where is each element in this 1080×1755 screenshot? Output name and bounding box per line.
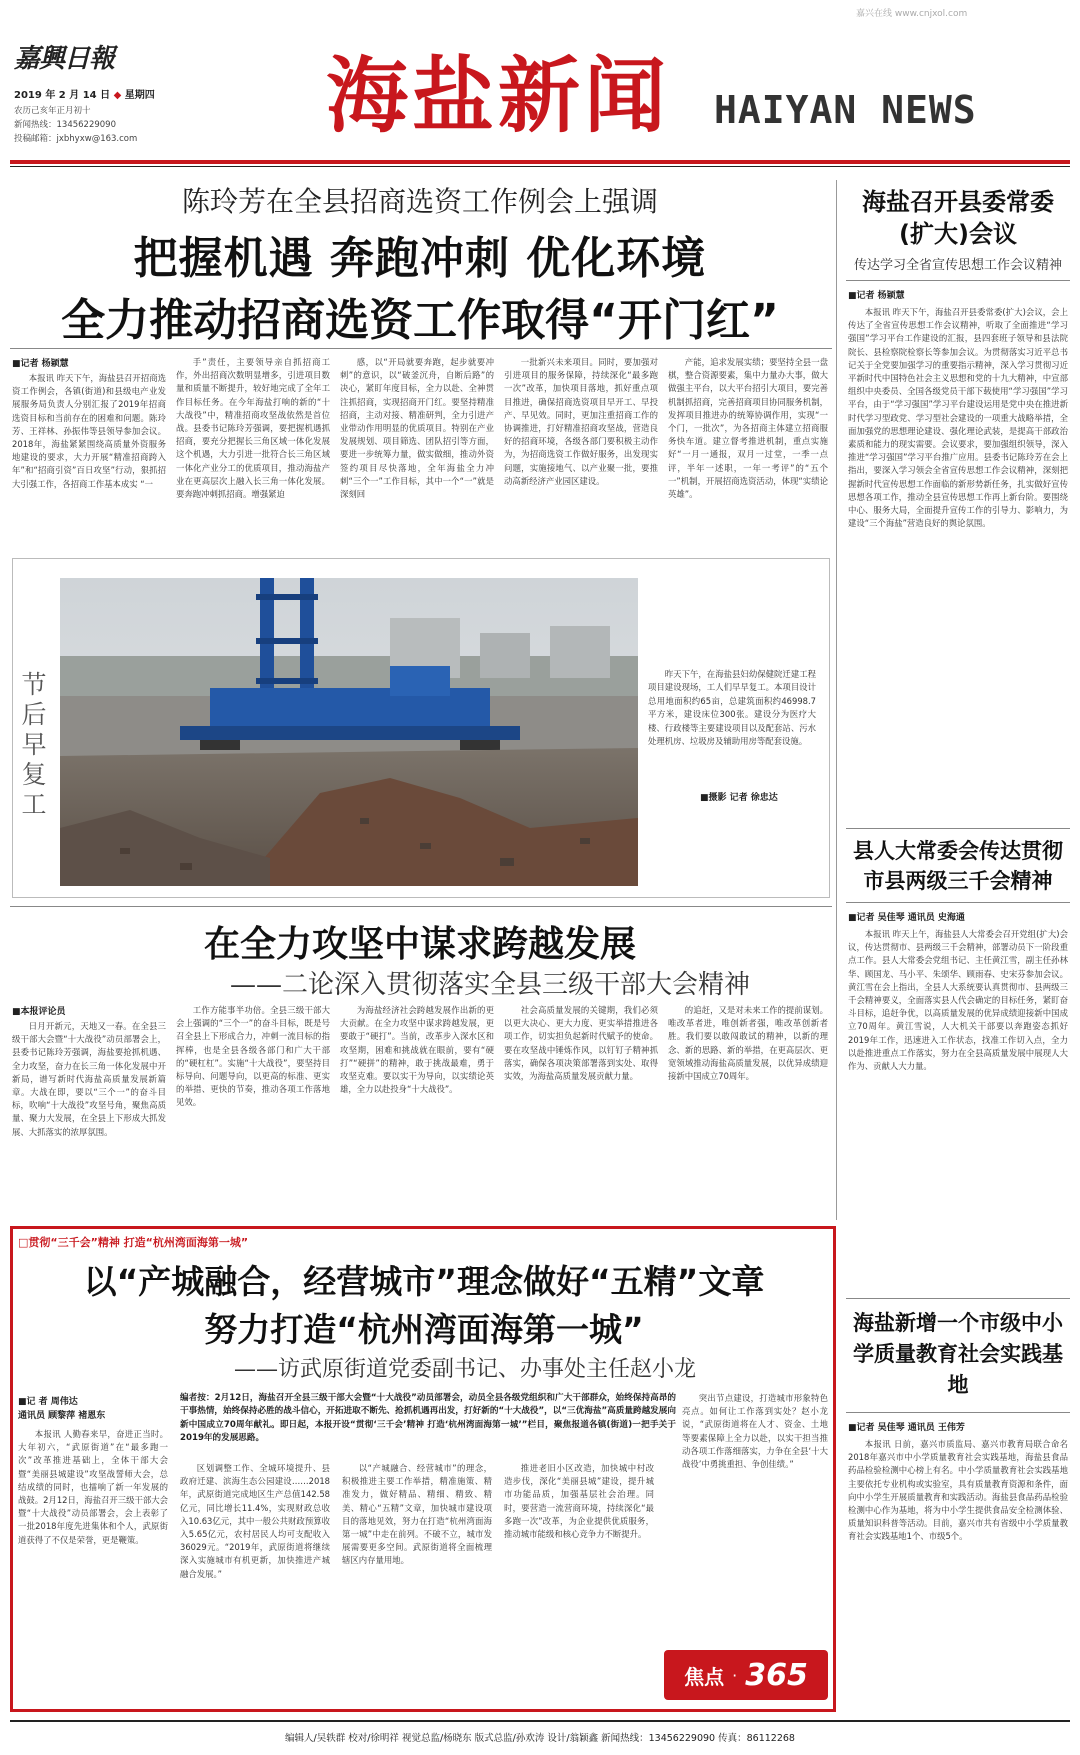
focus-365-badge <box>664 1650 828 1700</box>
masthead-rule-thin <box>10 166 1070 167</box>
sidebar1-byline: ■记者 杨颖慧 <box>848 291 905 301</box>
sidebar2-headline: 县人大常委会传达贯彻市县两级三千会精神 <box>853 839 1063 893</box>
weekday: 星期四 <box>124 90 155 101</box>
commentary-column-3 <box>340 1004 494 1220</box>
photo-byline: ■摄影 记者 徐忠达 <box>700 793 778 803</box>
commentary-column-5 <box>668 1004 828 1220</box>
lead-kicker: 陈玲芳在全县招商选资工作例会上强调 <box>181 185 658 218</box>
paper-name-logo: 嘉興日報 <box>14 44 115 74</box>
lead-column-1 <box>12 372 166 547</box>
commentary-column-2 <box>176 1004 330 1220</box>
date-dot-icon: ◆ <box>113 90 125 101</box>
lead-column-2 <box>176 356 330 547</box>
lead-text-5: 产能，追求发展实绩；要坚持全县一盘棋，整合资源要素，集中力量办大事，做大做强主平台，以大平台招引大项目，要完善机制抓招商，完善招商项目协同服务机制，发挥项目推进办的统筹协调作用，实现“一个门，一批次”，为各招商主体建立招商服务快车道。建立督考推进机制，重点实施好“一月一通报，双月一过堂，一季一点评，半年一述职，一年一考评”的“五个一”机制，开展招商选资活动，体现“实绩论英雄”。 <box>668 357 828 500</box>
footer-rule <box>10 1720 1070 1722</box>
submission-email: 投稿邮箱：jxbhyxw@163.com <box>14 134 138 144</box>
commentary-top-rule <box>10 906 832 907</box>
lead-rule <box>10 348 832 349</box>
issue-date: 2019 年 2 月 14 日 <box>14 90 111 101</box>
sidebar2-byline: ■记者 吴佳琴 通讯员 史海通 <box>848 913 965 923</box>
feature-column-4 <box>504 1462 654 1706</box>
commentary-text-2: 工作方能事半功倍。全县三级干部大会上强调的“三个一”的奋斗目标，既是号召全县上下形成合力，冲刺一流目标的指挥棒，也是全县各级各部门和广大干部的“硬杠杠”。实施“十大战役”，要坚持目标导向、问题导向，以更高的标准、更实的举措、更快的节奏，推动各项工作落地见效。 <box>176 1005 330 1108</box>
lead-text-3: 感，以“开局就要奔跑，起步就要冲刺”的意识，以“破釜沉舟，自断后路”的决心，紧盯年度目标，全力以赴、全神贯注抓招商，实现招商开门红。要坚持精准招商，主动对接、精准研判，全力引进产业带动作用明显的优质项目。特别在产业发展规划、项目筛选、团队招引等方面，要进一步统筹力量，做实做细，推动外资签约项目尽快落地，全年海盐全力冲刺“三个一”工作目标，其中一个“一”就是深刻回 <box>340 357 494 500</box>
footer-credits: 编辑人/吴轶群 校对/徐明祥 视觉总监/杨晓东 版式总监/孙欢涛 设计/翁颖鑫 新闻热线：13456229090 传真：86112268 <box>285 1733 795 1744</box>
feature-byline-2: 通讯员 顾黎萍 褚恩东 <box>18 1411 106 1421</box>
feature-headline-1: 以“产城融合，经营城市”理念做好“五精”文章 <box>83 1262 765 1301</box>
lead-headline-2: 全力推动招商选资工作取得“开门红” <box>61 295 779 346</box>
lead-text-4: 一批新兴未来项目。同时，要加强对引进项目的服务保障，持续深化“最多跑一次”改革，加快项目落地，抓好重点项目推进，确保招商选资项目早开工、早投产、早见效。同时，更加注重招商工作的协调推进，打好精准招商攻坚战，营造良好的招商环境，各级各部门要积极主动作为，为招商选资工作做好服务，出发现实问题，实施接地气、以产业聚一批，要推动高新经济产业园区建设。 <box>504 357 658 486</box>
commentary-text-3: 为海盐经济社会跨越发展作出新的更大贡献。在全力攻坚中谋求跨越发展，更要敢于“硬打”。当前，改革步入深水区和攻坚期，困难和挑战就在眼前，要有“硬打”“硬拼”的精神，敢于挑战最难，勇于攻坚克难。要以实干为导向，以实绩论英雄，全力以赴投身“十大战役”。 <box>340 1005 494 1095</box>
commentary-column-1 <box>12 1020 166 1220</box>
feature-byline-1: ■记 者 周伟达 <box>18 1397 78 1407</box>
feature-column-5 <box>682 1392 828 1642</box>
construction-photo <box>60 578 638 886</box>
site-watermark: 嘉兴在线 www.cnjxol.com <box>856 9 968 19</box>
badge-dot-icon: · <box>732 1665 738 1685</box>
sidebar3-byline: ■记者 吴佳琴 通讯员 王伟芳 <box>848 1423 965 1433</box>
commentary-text-1: 日月开新元，天地又一春。在全县三级干部大会暨“十大战役”动员部署会上，县委书记陈玲芳强调，海盐要抢抓机遇、全力攻坚，奋力在长三角一体化发展中开新局，谱写新时代海盐高质量发展新篇章。大战在即，要以“三个一”的奋斗目标，吹响“十大战役”攻坚号角，聚焦高质量、聚力大发展，在全县上下形成大抓发展、大抓落实的浓厚氛围。 <box>12 1021 166 1137</box>
sidebar3-top-rule <box>846 1298 1070 1299</box>
badge-label: 焦点 <box>684 1664 725 1689</box>
sidebar2-body <box>848 928 1068 1290</box>
commentary-subhead: ——二论深入贯彻落实全县三级干部大会精神 <box>229 970 750 1000</box>
lead-column-3 <box>340 356 494 547</box>
date-line <box>14 86 155 101</box>
commentary-byline: ■本报评论员 <box>12 1007 66 1017</box>
sidebar3-headline: 海盐新增一个市级中小学质量教育社会实践基地 <box>853 1311 1063 1397</box>
commentary-headline: 在全力攻坚中谋求跨越发展 <box>203 924 636 965</box>
feature-column-1 <box>18 1428 168 1706</box>
sidebar2-top-rule <box>846 828 1070 829</box>
sidebar-separator <box>836 180 837 1220</box>
masthead-rule <box>10 160 1070 164</box>
lead-headline-1: 把握机遇 奔跑冲刺 优化环境 <box>133 233 707 284</box>
sidebar1-subhead: 传达学习全省宣传思想工作会议精神 <box>853 258 1062 273</box>
sidebar2-text: 本报讯 昨天上午，海盐县人大常委会召开党组(扩大)会议，传达贯彻市、县两级三千会精神，部署动员下一阶段重点工作。县人大常委会党组书记、主任黄江雪，副主任孙林华、顾国龙、马小平、朱颂华、顾雨春、史宋芬参加会议。黄江雪在会上指出，全县人大系统要认真贯彻市、县两级三千会精神要义，全面落实县人代会确定的目标任务，紧盯奋斗目标，追赶争优，以高质量发展的优异成绩迎接新中国成立70周年。黄江雪说，人大机关干部要以奔跑姿态抓好2019年工作，迅速进入工作状态，找准工作切入点，全力以赴推进重点工作落实，努力在全县高质量发展中展现人大作为、贡献人大力量。 <box>848 929 1068 1072</box>
photo-vertical-title: 节后早复工 <box>21 670 47 819</box>
lead-text-2: 手”责任，主要领导亲自抓招商工作，外出招商次数明显增多，引进项目数量和质量不断提升，较好地完成了全年工作目标任务。在今年海盐打响的新的“十大战役”中，精准招商攻坚战依然是首位战。县委书记陈玲芳强调，要把握机遇抓招商，要充分把握长三角区域一体化发展这个机遇，大力引进一批符合长三角区域一体化产业分工的优质项目，推动海盐产业在更高层次上融入长三角一体化发展。要奔跑冲刺抓招商。增强紧迫 <box>176 357 330 500</box>
lead-column-5 <box>668 356 828 547</box>
feature-column-2 <box>180 1462 330 1706</box>
feature-headline-2: 努力打造“杭州湾面海第一城” <box>204 1310 644 1349</box>
sidebar1-body <box>848 306 1068 818</box>
photo-caption: 昨天下午，在海盐县妇幼保健院迁建工程项目建设现场，工人们早早复工。本项目设计总用地面积约65亩，总建筑面积约46998.7平方米，建设床位300张。建设分为医疗大楼、行政楼等主要建设项目以及配套站、污水处理机房、垃圾房及辅助用房等配套设施。 <box>648 669 816 747</box>
commentary-text-4: 社会高质量发展的关键期，我们必须以更大决心、更大力度、更实举措推进各项工作，切实担负起新时代赋予的使命。要在攻坚战中锤炼作风，以钉钉子精神抓落实，确保各项决策部署落到实处、取得实效，为海盐高质量发展贡献力量。 <box>504 1005 658 1082</box>
sidebar1-headline: 海盐召开县委常委(扩大)会议 <box>862 188 1054 248</box>
feature-column-tag: □贯彻“三千会”精神 打造“杭州湾面海第一城” <box>18 1236 249 1249</box>
lead-column-4 <box>504 356 658 547</box>
feature-editor-note: 编者按：2月12日，海盐召开全县三级干部大会暨“十大战役”动员部署会，动员全县各级党组织和广大干部群众，始终保持高昂的干事热情，始终保持必胜的战斗信心，开拓进取不断先、抢抓机遇再出发，打好新的“十大战役”，以“三优海盐”高质量跨越发展向新中国成立70周年献礼。即日起，本报开设“贯彻‘三千会’精神 打造‘杭州湾面海第一城’”栏目，聚焦报道各镇(街道)一把手关于2019年的发展思路。 <box>180 1393 676 1444</box>
lunar-date: 农历己亥年正月初十 <box>14 106 91 116</box>
sidebar2-rule <box>846 902 1070 903</box>
commentary-column-4 <box>504 1004 658 1220</box>
feature-text-1: 本报讯 人勤春来早，奋进正当时。大年初六，“武原街道”在“最多跑一次”改革推进基础上，全体干部大会暨“美丽县城建设”攻坚战誓师大会，总结成绩的同时，也擂响了新一年发展的战鼓。2月12日，海盐召开三级干部大会暨“十大战役”动员部署会，会上表彰了一批2018年度先进集体和个人，武原街道获得了不仅是荣誉，更是鞭策。 <box>18 1429 168 1545</box>
badge-number: 365 <box>745 1657 808 1693</box>
feature-subhead: ——访武原街道党委副书记、办事处主任赵小龙 <box>233 1357 696 1382</box>
news-hotline: 新闻热线：13456229090 <box>14 120 116 130</box>
construction-photo-illustration <box>60 578 638 886</box>
feature-column-3 <box>342 1462 492 1706</box>
sidebar1-text: 本报讯 昨天下午，海盐召开县委常委(扩大)会议，会上传达了全省宣传思想工作会议精神，听取了全面推进“学习强国”学习平台工作建设的汇报，县四套班子领导和县法院院长、县检察院检察长等参加会议。为贯彻落实习近平总书记关于全党要加强学习的重要指示精神，深入学习贯彻习近平新时代中国特色社会主义思想和党的十九大精神，中宣部组织中央委员、全国各级党员干部下载使用“学习强国”学习平台，由于“学习强国”学习平台建设运用是党中央在推进新时代学习型政党、学习型社会建设的一项重大战略举措，全面加强党的思想理论建设、强化理论武装，是提高干部政治素质和能力的现实需要。会议要求，要加强组织领导，深入推进“学习强国”学习平台推广应用。县委书记陈玲芳在会上指出，要深入学习领会全省宣传思想工作会议精神，深刻把握新时代宣传思想工作面临的新形势新任务，扎实做好宣传思想各项工作，推动全县宣传思想工作再上新台阶。要围绕中心、服务大局，全面提升宣传工作的引导力、影响力，为建设“三个海盐”营造良好的舆论氛围。 <box>848 307 1068 529</box>
feature-text-2: 区划调整工作、全城环境提升、县政府迁建、滨海生态公园建设……2018年，武原街道完成地区生产总值142.58亿元，同比增长11.4%，实现财政总收入10.63亿元，其中一般公共财政预算收入5.65亿元，农村居民人均可支配收入36029元。“2019年，武原街道将继续深入实施城市有机更新，加快推进产城融合发展。” <box>180 1463 330 1579</box>
commentary-text-5: 的追赶，又是对未来工作的提前谋划。唯改革者进，唯创新者强，唯改革创新者胜。我们要以敢闯敢试的精神，以新的理念、新的思路、新的举措，在更高层次、更宽领域推动海盐高质量发展，以优异成绩迎接新中国成立70周年。 <box>668 1005 828 1082</box>
sidebar3-text: 本报讯 日前，嘉兴市质监局、嘉兴市教育局联合命名2018年嘉兴市中小学质量教育社会实践基地，海盐县食品药品检验检测中心榜上有名。中小学质量教育社会实践基地主要依托专业机构或实验室，具有质量教育资源和条件，面向中小学生开展质量教育和实践活动。海盐县食品药品检验检测中心作为基地，将为中小学生提供食品安全检测体验、质量知识科普等活动。目前，嘉兴市共有省级中小学质量教育社会实践基地1个、市级5个。 <box>848 1439 1068 1542</box>
feature-text-3: 以“产城融合、经营城市”的理念，积极推进主要工作举措，精准施策、精准发力，做好精品、精细、精致、精美、精心“五精”文章，加快城市建设项目的落地见效，努力在打造“杭州湾面海第一城”中走在前列。不破不立，城市发展需要更多空间。武原街道将全面梳理辖区内存量用地。 <box>342 1463 492 1566</box>
lead-byline: ■记者 杨颖慧 <box>12 359 69 369</box>
sidebar3-rule <box>846 1412 1070 1413</box>
lead-text-1: 本报讯 昨天下午，海盐县召开招商选资工作例会，各镇(街道)和县级电产业发展服务局负责人分别汇报了2019年招商选资目标和当前存在的困难和问题。陈玲芳、王祥林、孙振伟等县领导参加会议。2018年，海盐紧紧围绕高质量外资服务地建设的要求，大力开展“精准招商跨入年”和“招商引资”百日攻坚”行动，狠抓招大引强工作，各招商工作基本成实 “一 <box>12 373 166 489</box>
section-title: 海盐新闻 <box>326 48 671 144</box>
feature-text-5: 突出节点建设，打造城市形象特色亮点。如何让工作落到实处？赵小龙说，“武原街道将在人才、资金、土地等要素保障上全力以赴，以实干担当推动各项工作落细落实，力争在全县‘十大战役’中勇挑重担、争创佳绩。” <box>682 1393 828 1470</box>
sidebar1-rule <box>846 280 1070 281</box>
sidebar3-body <box>848 1438 1068 1710</box>
feature-text-4: 推进老旧小区改造，加快城中村改造步伐，深化“美丽县城”建设，提升城市功能品质，加强基层社会治理。同时，要营造一流营商环境，持续深化“最多跑一次”改革，为企业提供优质服务，推动城市能级和核心竞争力不断提升。 <box>504 1463 654 1540</box>
section-title-en: HAIYAN NEWS <box>714 88 977 132</box>
